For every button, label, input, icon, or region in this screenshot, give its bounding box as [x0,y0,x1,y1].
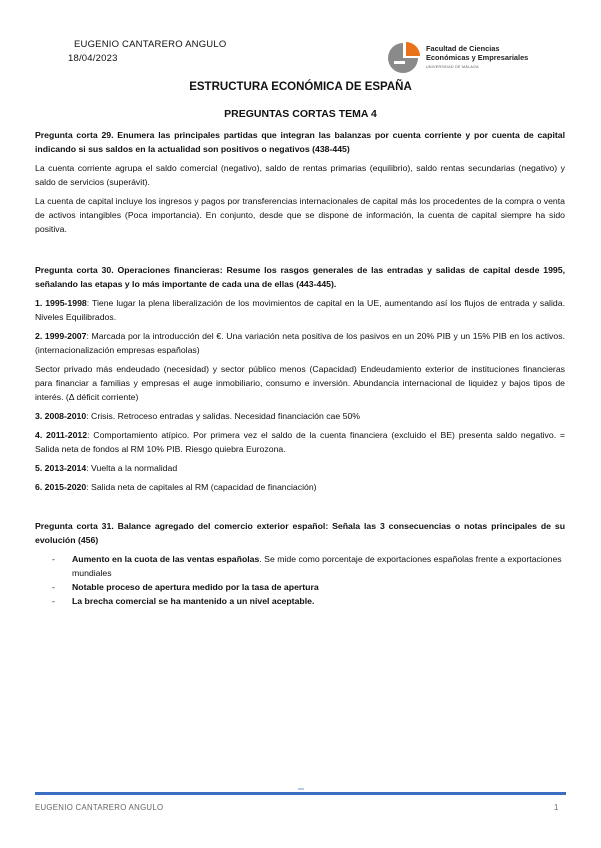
list-item [35,552,565,580]
document-subtitle: PREGUNTAS CORTAS TEMA 4 [224,108,377,120]
q30-stage-5 [35,461,565,475]
faculty-logo-icon [385,41,421,75]
list-item [35,580,565,594]
stage-text: : Salida neta de capitales al RM (capacidad de financiación) [86,482,317,492]
dash-bullet: - [52,596,55,606]
q30-stage-1 [35,296,565,324]
q29-answer-current-account: La cuenta corriente agrupa el saldo comercial (negativo), saldo de rentas primarias (equilibrio), saldo rentas secundarias (negativo) y saldo de servicios (superávit). [35,163,565,187]
page-number: 1 [554,803,559,812]
list-item [35,594,565,608]
document-body [35,128,565,608]
bullet-bold-text: Aumento en la cuota de las ventas españolas [72,554,260,564]
stage-text: : Marcada por la introducción del €. Una variación neta positiva de los pasivos en un 20% PIB y un 15% PIB en los activos. (internacionalización empresas españolas) [35,331,565,355]
dash-bullet: - [52,554,55,564]
logo-text-line2: Económicas y Empresariales [426,53,529,62]
q29-answer-capital-account: La cuenta de capital incluye los ingresos y pagos por transferencias internacionales de capital más los procedentes de la compra o venta de activos intangibles (Poca importancia). En conjunto, desde que se dispone de información, la cuenta de capital siempre ha sido positiva. [35,196,565,234]
stage-label: 6. 2015-2020 [35,482,87,492]
question-31: Pregunta corta 31. Balance agregado del comercio exterior español: Señala las 3 consecuencias o notas principales de su evolución (456) [35,521,565,545]
q31-bullet-list [35,552,565,608]
stage-label: 3. 2008-2010 [35,411,87,421]
stage-label: 1. 1995-1998 [35,298,87,308]
footer-marker [298,788,304,790]
q30-stage-4 [35,428,565,456]
faculty-logo [385,41,545,75]
stage-text: : Crisis. Retroceso entradas y salidas. Necesidad financiación cae 50% [86,411,361,421]
stage-text: : Vuelta a la normalidad [86,463,178,473]
footer-author: EUGENIO CANTARERO ANGULO [35,803,164,812]
question-29: Pregunta corta 29. Enumera las principales partidas que integran las balanzas por cuenta corriente y por cuenta de capital indicando si sus saldos en la actualidad son positivos o negativos (438-445) [35,130,565,154]
header-date: 18/04/2023 [68,53,118,64]
stage-label: 5. 2013-2014 [35,463,87,473]
q30-stage-2-note: Sector privado más endeudado (necesidad) y sector público menos (Capacidad) Endeudamiento exterior de instituciones financieras para financiar a familias y empresas el auge inmobiliario, consumo e inversión. Abundancia internacional de liquidez y bajos tipos de interés. (Δ déficit corriente) [35,364,565,402]
q30-stage-2 [35,329,565,357]
q30-stage-6 [35,480,565,494]
stage-label: 4. 2011-2012 [35,430,88,440]
stage-text: : Comportamiento atípico. Por primera vez el saldo de la cuenta financiera (excluido el BE) presenta saldo negativo. = Salida neta de fondos al RM 10% PIB. Riesgo quiebra Eurozona. [35,430,566,454]
document-title: ESTRUCTURA ECONÓMICA DE ESPAÑA [189,81,412,93]
footer-rule [35,792,566,795]
dash-bullet: - [52,582,55,592]
logo-text-line3: UNIVERSIDAD DE MÁLAGA [426,65,479,69]
q30-stage-3 [35,409,565,423]
stage-text: : Tiene lugar la plena liberalización de los movimientos de capital en la UE, aumentando así los flujos de entrada y salida. Niveles Equilibrados. [35,298,565,322]
question-30: Pregunta corta 30. Operaciones financieras: Resume los rasgos generales de las entradas y salidas de capital desde 1995, señalando las etapas y lo más importante de cada una de ellas (443-445). [35,265,565,289]
header-author: EUGENIO CANTARERO ANGULO [74,39,227,50]
stage-label: 2. 1999-2007 [35,331,87,341]
bullet-bold-text: Notable proceso de apertura medido por la tasa de apertura [72,582,319,592]
bullet-text: . Se mide como porcentaje de exportaciones españolas frente a exportaciones mundiales [72,554,562,578]
logo-text-line1: Facultad de Ciencias [426,44,500,53]
bullet-bold-text: La brecha comercial se ha mantenido a un nivel aceptable. [72,596,315,606]
